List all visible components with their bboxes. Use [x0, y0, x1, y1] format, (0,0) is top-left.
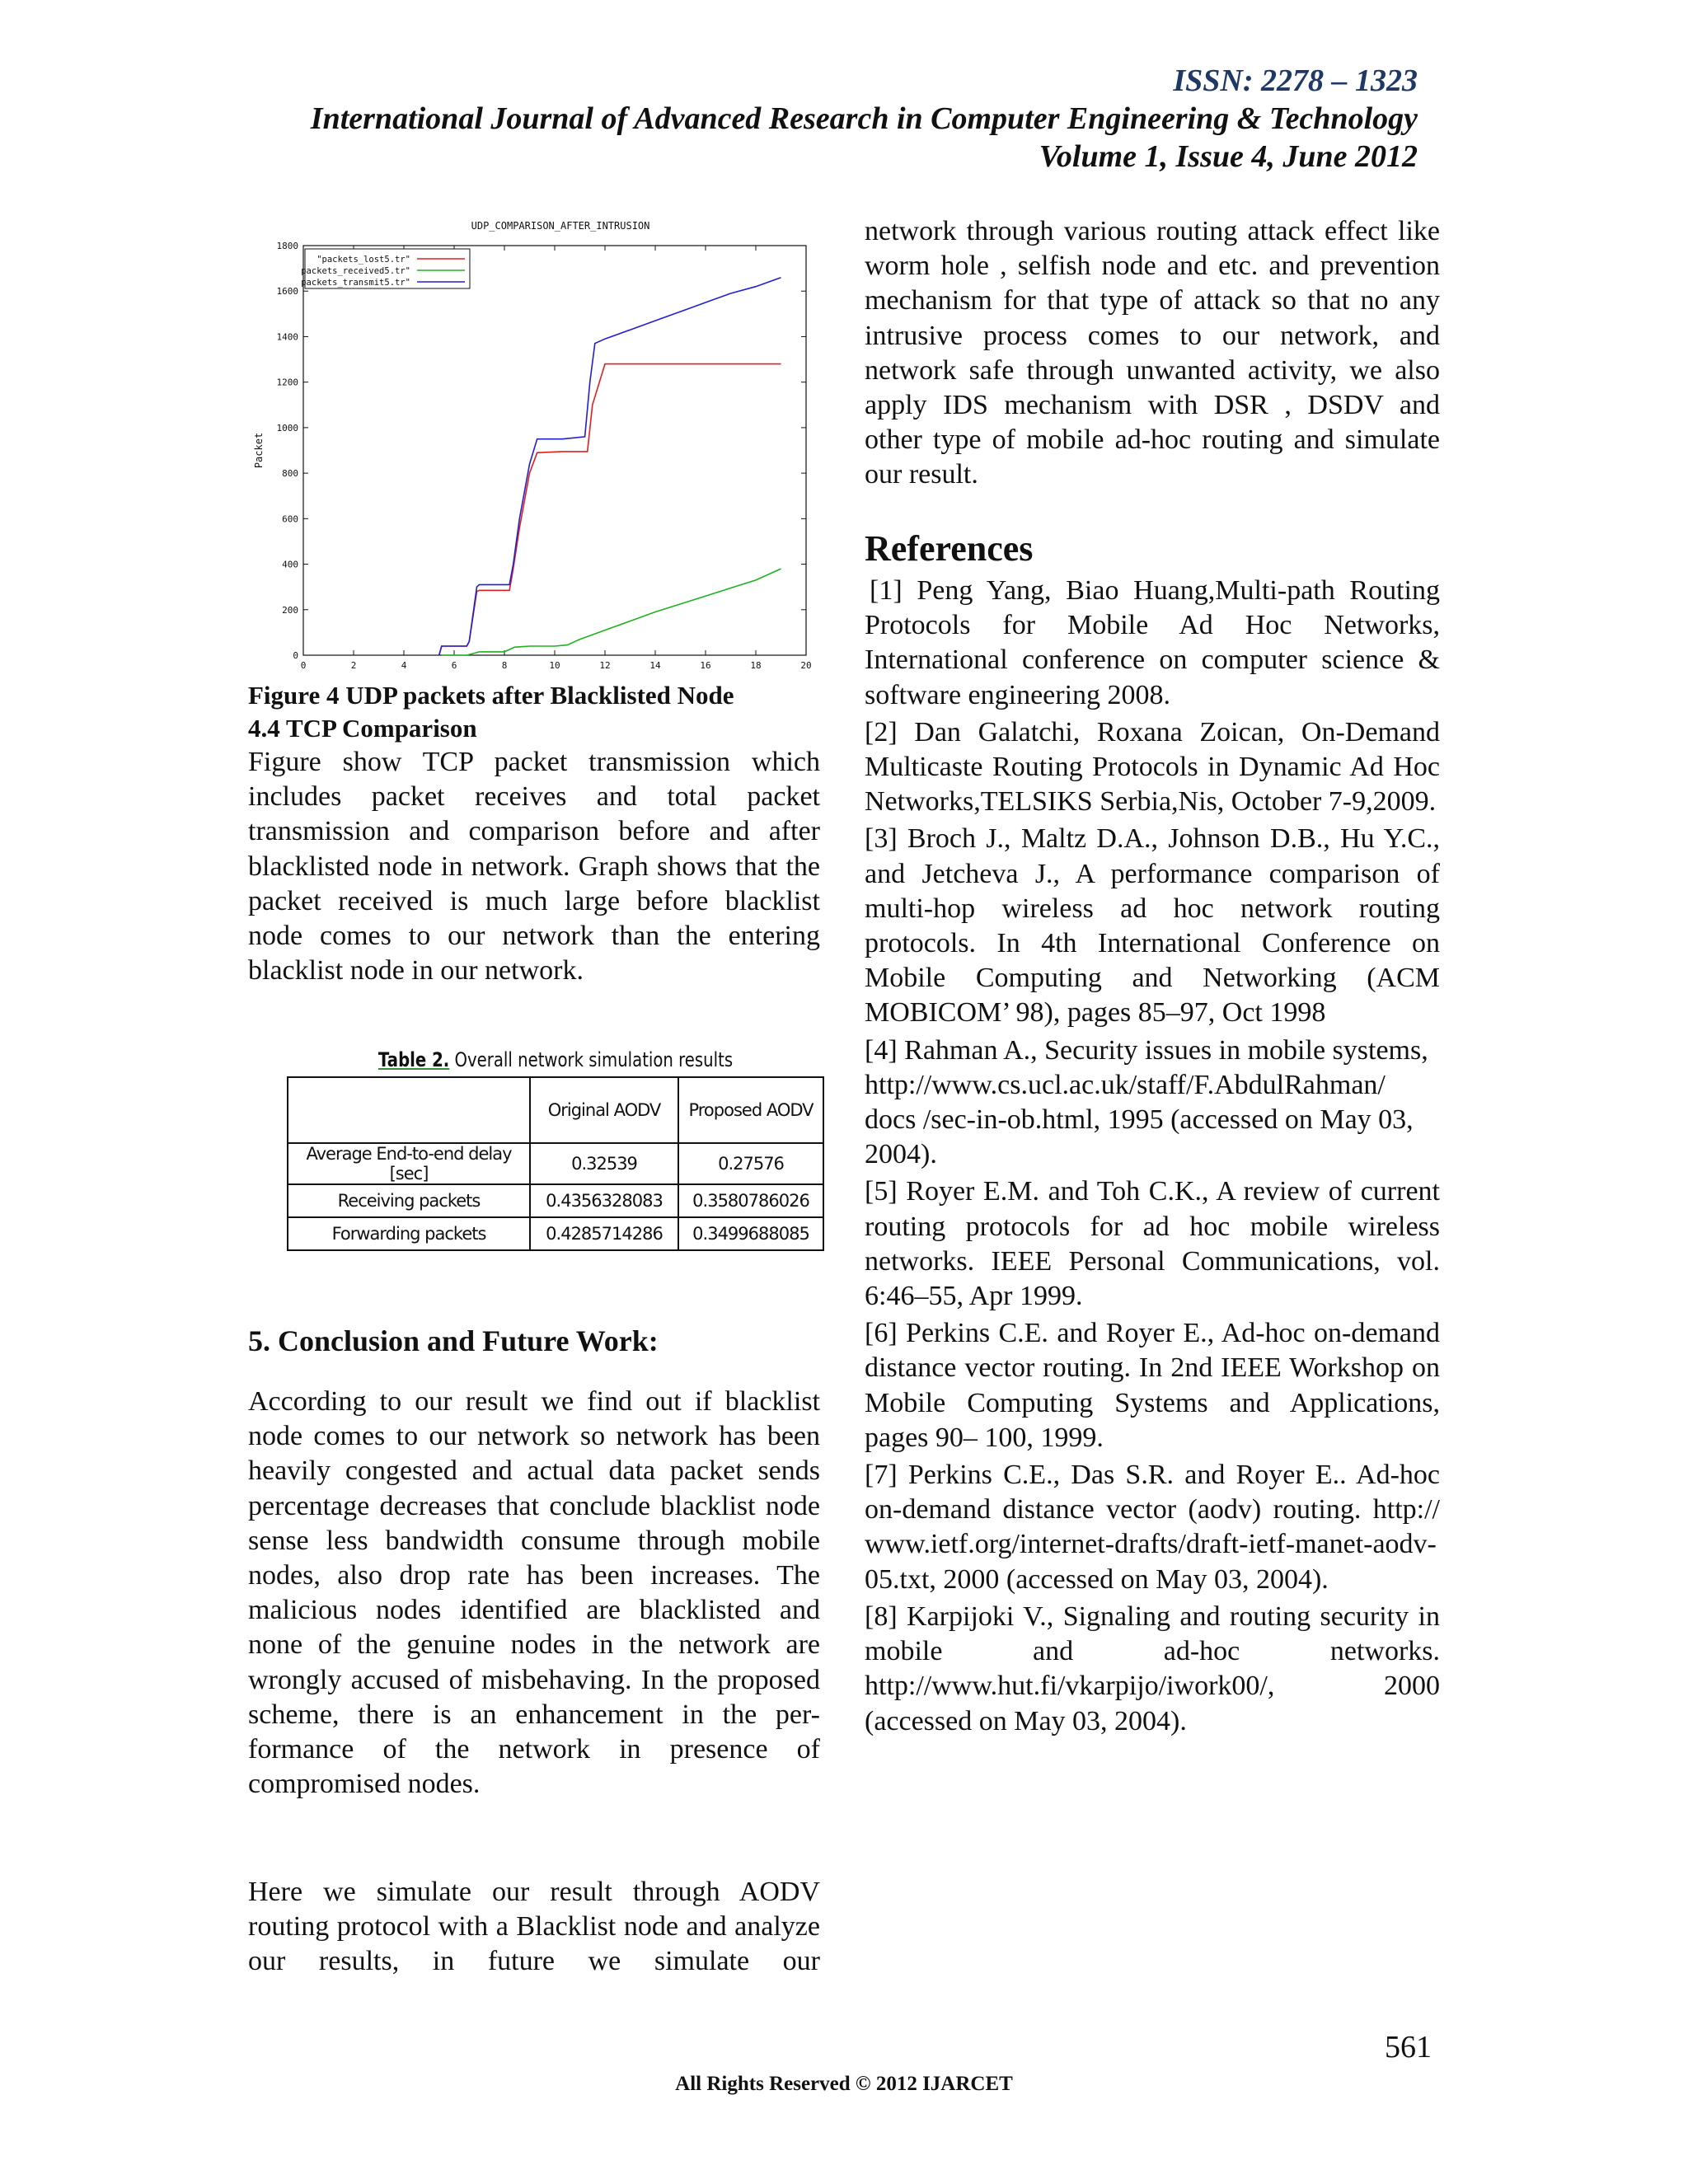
figure-caption: Figure 4 UDP packets after Blacklisted Node [248, 681, 734, 710]
reference-item: [5] Royer E.M. and Toh C.K., A review of current routing protocols for ad hoc mobile wireless networks. IEEE Personal Communications, vol. 6:46–55, Apr 1999. [865, 1176, 1440, 1312]
table-row [288, 1184, 823, 1217]
x-tick-label: 20 [800, 660, 812, 671]
y-tick-label: 0 [293, 650, 298, 661]
x-tick-label: 18 [750, 660, 762, 671]
y-tick-label: 1200 [276, 377, 298, 388]
table-header-row [288, 1077, 823, 1143]
table-header-cell: Original AODV [530, 1077, 678, 1143]
table-row [288, 1217, 823, 1250]
reference-item: [4] Rahman A., Security issues in mobile systems, [865, 1034, 1428, 1066]
table-cell: 0.32539 [530, 1143, 678, 1184]
table-cell: Forwarding packets [288, 1217, 530, 1250]
page-number: 561 [1385, 2030, 1432, 2064]
y-tick-label: 800 [282, 468, 298, 480]
journal-volume: Volume 1, Issue 4, June 2012 [1039, 139, 1418, 174]
table-cell: 0.4285714286 [530, 1217, 678, 1250]
table-header-cell [288, 1077, 530, 1143]
y-tick-label: 200 [282, 604, 298, 616]
y-tick-label: 400 [282, 559, 298, 570]
reference-item: 05.txt, 2000 (accessed on May 03, 2004). [865, 1563, 1329, 1595]
x-tick-label: 4 [401, 660, 407, 671]
table-row [288, 1143, 823, 1184]
table-title-text: Overall network simulation results [454, 1048, 734, 1071]
reference-item: [2] Dan Galatchi, Roxana Zoican, On-Demand Multicaste Routing Protocols in Dynamic Ad Hoc Networks,TELSIKS Serbia,Nis, October 7-9,2009. [865, 716, 1440, 818]
series-line [442, 569, 781, 655]
tcp-comparison-heading: 4.4 TCP Comparison [248, 714, 477, 743]
series-line [439, 278, 781, 655]
table-cell: 0.3580786026 [678, 1184, 823, 1217]
legend-label: packets_transmit5.tr" [301, 278, 410, 288]
reference-item: [3] Broch J., Maltz D.A., Johnson D.B., Hu Y.C., and Jetcheva J., A performance comparison of multi-hop wireless ad hoc network routing protocols. In 4th International Conference on Mobile Computing and Networking (ACM MOBICOM’ 98), pages 85–97, Oct 1998 [865, 823, 1440, 1029]
table-cell: Average End-to-end delay [sec] [288, 1143, 530, 1184]
x-tick-label: 2 [350, 660, 357, 671]
tcp-paragraph: Figure show TCP packet transmission which includes packet receives and total packet transmission and comparison before and after blacklisted node in network. Graph shows that the packet received is much large before blacklist node comes to our network than the entering blacklist node in our network. [248, 747, 820, 987]
table-row-cut [288, 1250, 823, 1251]
table-label: Table 2. [377, 1048, 450, 1071]
reference-item: [7] Perkins C.E., Das S.R. and Royer E.. Ad-hoc on-demand distance vector (aodv) routing. http:// www.ietf.org/internet-drafts/draft-ietf-manet-aodv- [865, 1460, 1440, 1560]
series-line [439, 364, 781, 655]
journal-title: International Journal of Advanced Research in Computer Engineering & Technology [310, 101, 1418, 136]
reference-item: [8] Karpijoki V., Signaling and routing security in mobile and ad-hoc networks. http://www.hut.fi/vkarpijo/iwork00/, 2000 (accessed on May 03, 2004). [865, 1601, 1440, 1736]
conclusion-paragraph: According to our result we find out if blacklist node comes to our network so network has been heavily congested and actual data packet sends percentage decreases that conclude blacklist node sense less bandwidth consume through mobile nodes, also drop rate has been increases. The malicious nodes identified are blacklisted and none of the genuine nodes in the network are wrongly accused of misbehaving. In the proposed scheme, there is an enhancement in the per- formance of the network in presence of compromised nodes. [248, 1386, 820, 1800]
continuation-paragraph: network through various routing attack effect like worm hole , selfish node and etc. and prevention mechanism for that type of attack so that no any intrusive process comes to our network, and network safe through unwanted activity, we also apply IDS mechanism with DSR , DSDV and other type of mobile ad-hoc routing and simulate our result. [865, 216, 1440, 490]
x-tick-label: 14 [649, 660, 661, 671]
reference-item: [1] Peng Yang, Biao Huang,Multi-path Routing Protocols for Mobile Ad Hoc Networks, International conference on computer science & software engineering 2008. [865, 575, 1440, 710]
legend-label: "packets_lost5.tr" [316, 255, 410, 265]
y-tick-label: 1800 [276, 241, 298, 251]
udp-comparison-chart [247, 214, 824, 676]
table-cell: Receiving packets [288, 1184, 530, 1217]
legend-label: packets_received5.tr" [301, 266, 410, 276]
references-heading: References [865, 528, 1034, 569]
x-tick-label: 12 [599, 660, 611, 671]
y-tick-label: 1600 [276, 286, 298, 298]
journal-issn: ISSN: 2278 – 1323 [1173, 63, 1418, 98]
y-tick-label: 1400 [276, 331, 298, 343]
table-title [335, 1048, 776, 1071]
y-tick-label: 1000 [276, 422, 298, 434]
table-cell: 0.4356328083 [530, 1184, 678, 1217]
conclusion-heading: 5. Conclusion and Future Work: [248, 1324, 659, 1357]
x-tick-label: 8 [501, 660, 508, 671]
y-axis-label: Packet [253, 432, 265, 469]
table-header-cell: Proposed AODV [678, 1077, 823, 1143]
chart-title: UDP_COMPARISON_AFTER_INTRUSION [471, 220, 650, 232]
reference-item: http://www.cs.ucl.ac.uk/staff/F.AbdulRahman/ docs /sec-in-ob.html, 1995 (accessed on May 03, 2004). [865, 1069, 1414, 1170]
y-tick-label: 600 [282, 513, 298, 525]
copyright-footer: All Rights Reserved © 2012 IJARCET [675, 2073, 1013, 2095]
x-tick-label: 16 [700, 660, 711, 671]
x-tick-label: 0 [300, 660, 307, 671]
future-paragraph: Here we simulate our result through AODV routing protocol with a Blacklist node and analyze our results, in future we simulate our [248, 1877, 820, 1977]
table-cell: 0.3499688085 [678, 1217, 823, 1250]
simulation-results-table [287, 1048, 824, 1251]
reference-item: [6] Perkins C.E. and Royer E., Ad-hoc on-demand distance vector routing. In 2nd IEEE Workshop on Mobile Computing Systems and Applications, pages 90– 100, 1999. [865, 1318, 1440, 1453]
x-tick-label: 10 [549, 660, 560, 671]
plot-frame [303, 246, 806, 655]
table-cell: 0.27576 [678, 1143, 823, 1184]
x-tick-label: 6 [451, 660, 457, 671]
